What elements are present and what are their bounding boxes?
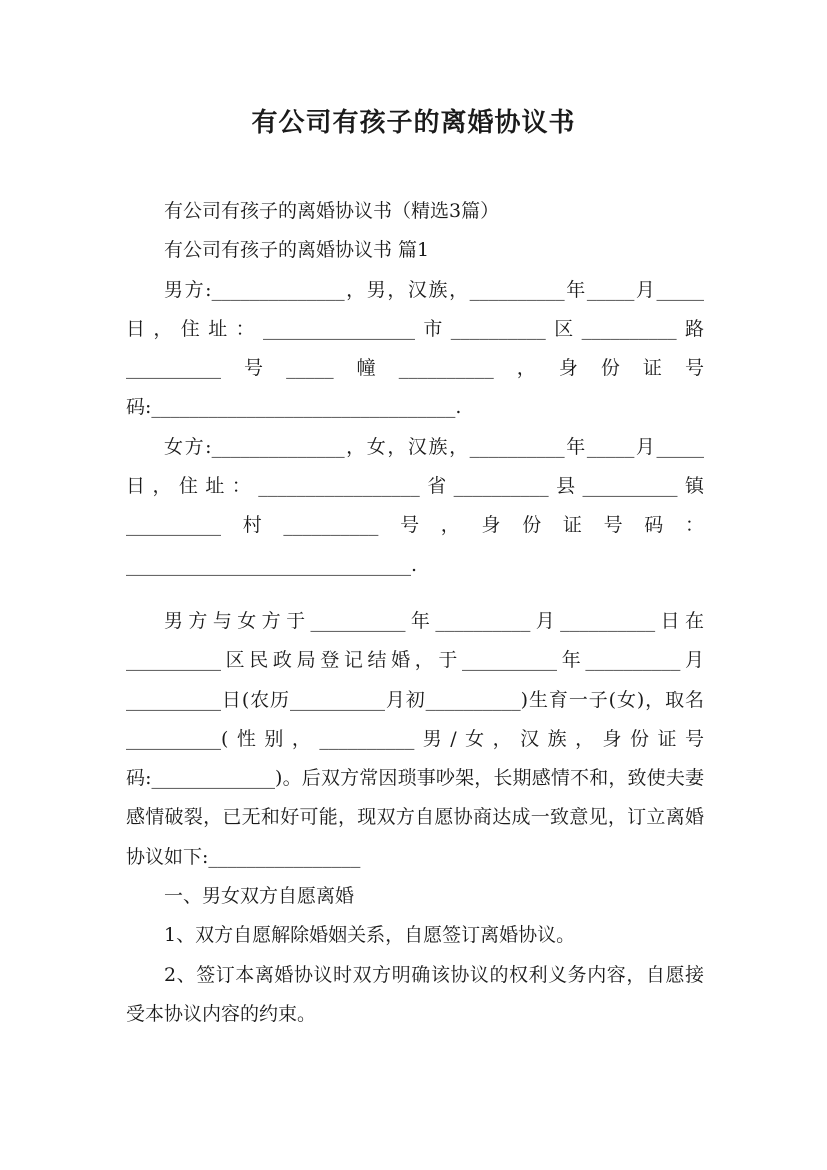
- husband-info-paragraph: 男方:______________，男，汉族，__________年_____月_____日，住址：________________市__________区__________路__________号_____幢__________，身份证号码:________________________________.: [126, 278, 704, 419]
- subtitle-paragraph: 有公司有孩子的离婚协议书（精选3篇）: [164, 200, 500, 222]
- section-heading: 有公司有孩子的离婚协议书 篇1: [164, 239, 430, 262]
- marriage-info-paragraph: 男方与女方于__________年__________月__________日在__________区民政局登记结婚，于__________年__________月__________日(农历__________月初__________)生育一子(女)，取名__________(性别，__________男/女，汉族，身份证号码:_____________)。后双方常因琐事吵架，长期感情不和，致使夫妻感情破裂，已无和好可能，现双方自愿协商达成一致意见，订立离婚协议如下:________________: [126, 609, 704, 868]
- clause-1-2: 2、签订本离婚协议时双方明确该协议的权利义务内容，自愿接受本协议内容的约束。: [126, 963, 704, 1025]
- document-body: [126, 192, 704, 1034]
- clause-1-1: 1、双方自愿解除婚姻关系，自愿签订离婚协议。: [164, 924, 576, 947]
- clause-heading-1: 一、男女双方自愿离婚: [164, 885, 355, 908]
- document-title: 有公司有孩子的离婚协议书: [251, 108, 576, 138]
- wife-info-paragraph: 女方:______________，女，汉族，__________年_____月_____日，住址：_________________省__________县__________镇__________村__________号，身份证号码：______________________________.: [126, 435, 704, 576]
